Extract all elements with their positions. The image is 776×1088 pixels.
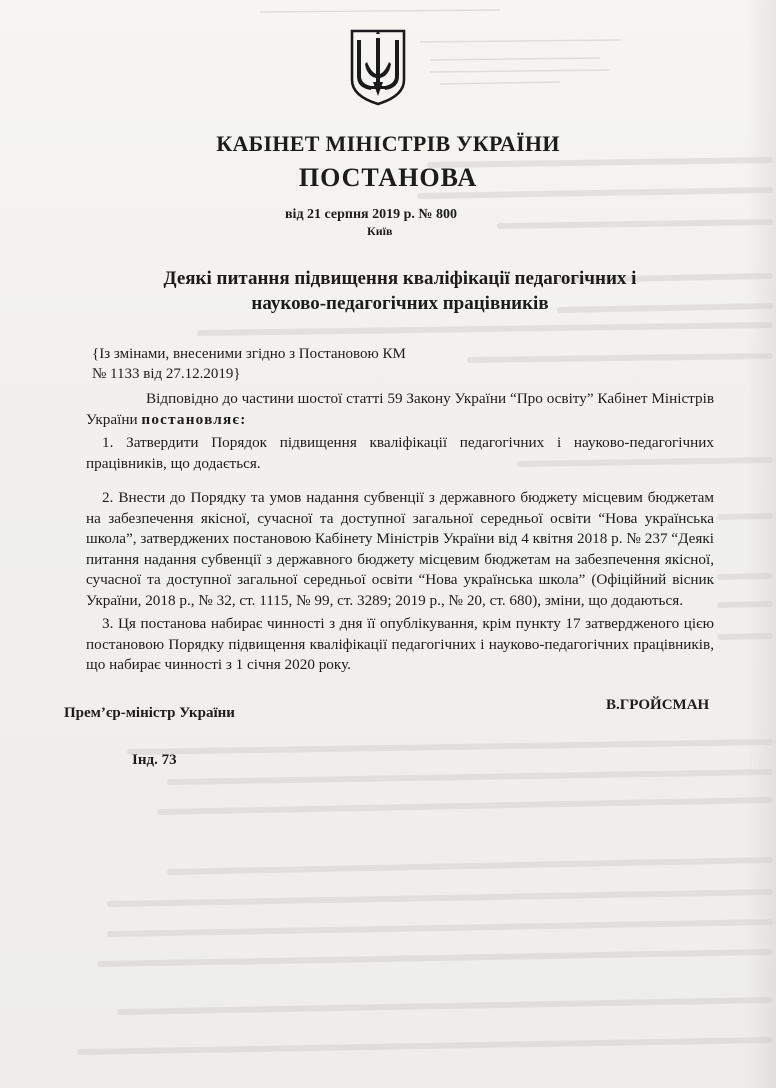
document-index: Інд. 73 <box>132 752 177 768</box>
organization-heading: КАБІНЕТ МІНІСТРІВ УКРАЇНИ <box>216 131 560 156</box>
document-date-number: від 21 серпня 2019 р. № 800 <box>285 207 457 222</box>
document-city: Київ <box>367 224 393 238</box>
signatory-title: Прем’єр-міністр України <box>64 705 235 721</box>
document-title-line: Деякі питання підвищення кваліфікації педагогічних і <box>163 268 637 289</box>
document-type-heading: ПОСТАНОВА <box>298 163 478 192</box>
amendments-note <box>92 344 452 384</box>
document-title <box>90 266 710 316</box>
intro-text: Відповідно до частини шостої статті 59 Закону України “Про освіту” Кабінет Міністрів України <box>86 390 714 428</box>
amendments-line: № 1133 від 27.12.2019} <box>92 366 241 382</box>
signatory-name: В.ГРОЙСМАН <box>606 697 710 713</box>
item-1-paragraph: 1. Затвердити Порядок підвищення кваліфікації педагогічних і науково-педагогічних працівників, що додається. <box>86 434 714 472</box>
document-title-line: науково-педагогічних працівників <box>251 293 549 314</box>
item-2-paragraph: 2. Внести до Порядку та умов надання субвенції з державного бюджету місцевим бюджетам на забезпечення якісної, сучасної та доступної загальної середньої освіти “Нова українська школа”, затверджених постановою Кабінету Міністрів України від 4 квітня 2018 р. № 237 “Деякі питання надання субвенції з державного бюджету місцевим бюджетам на забезпечення якісної, сучасної та доступної загальної середньої освіти “Нова українська школа” (Офіційний вісник України, 2018 р., № 32, ст. 1115, № 99, ст. 3289; 2019 р., № 20, ст. 680), зміни, що додаються. <box>86 489 714 609</box>
intro-paragraph <box>86 389 714 430</box>
item-3-paragraph: 3. Ця постанова набирає чинності з дня її опублікування, крім пункту 17 затвердженого цією постановою Порядку підвищення кваліфікації педагогічних і науково-педагогічних працівників, що набирає чинності з 1 січня 2020 року. <box>86 615 714 674</box>
amendments-line: {Із змінами, внесеними згідно з Постановою КМ <box>92 346 406 362</box>
trident-coat-of-arms-icon <box>349 28 407 106</box>
resolution-lead: постановляє: <box>141 410 247 428</box>
